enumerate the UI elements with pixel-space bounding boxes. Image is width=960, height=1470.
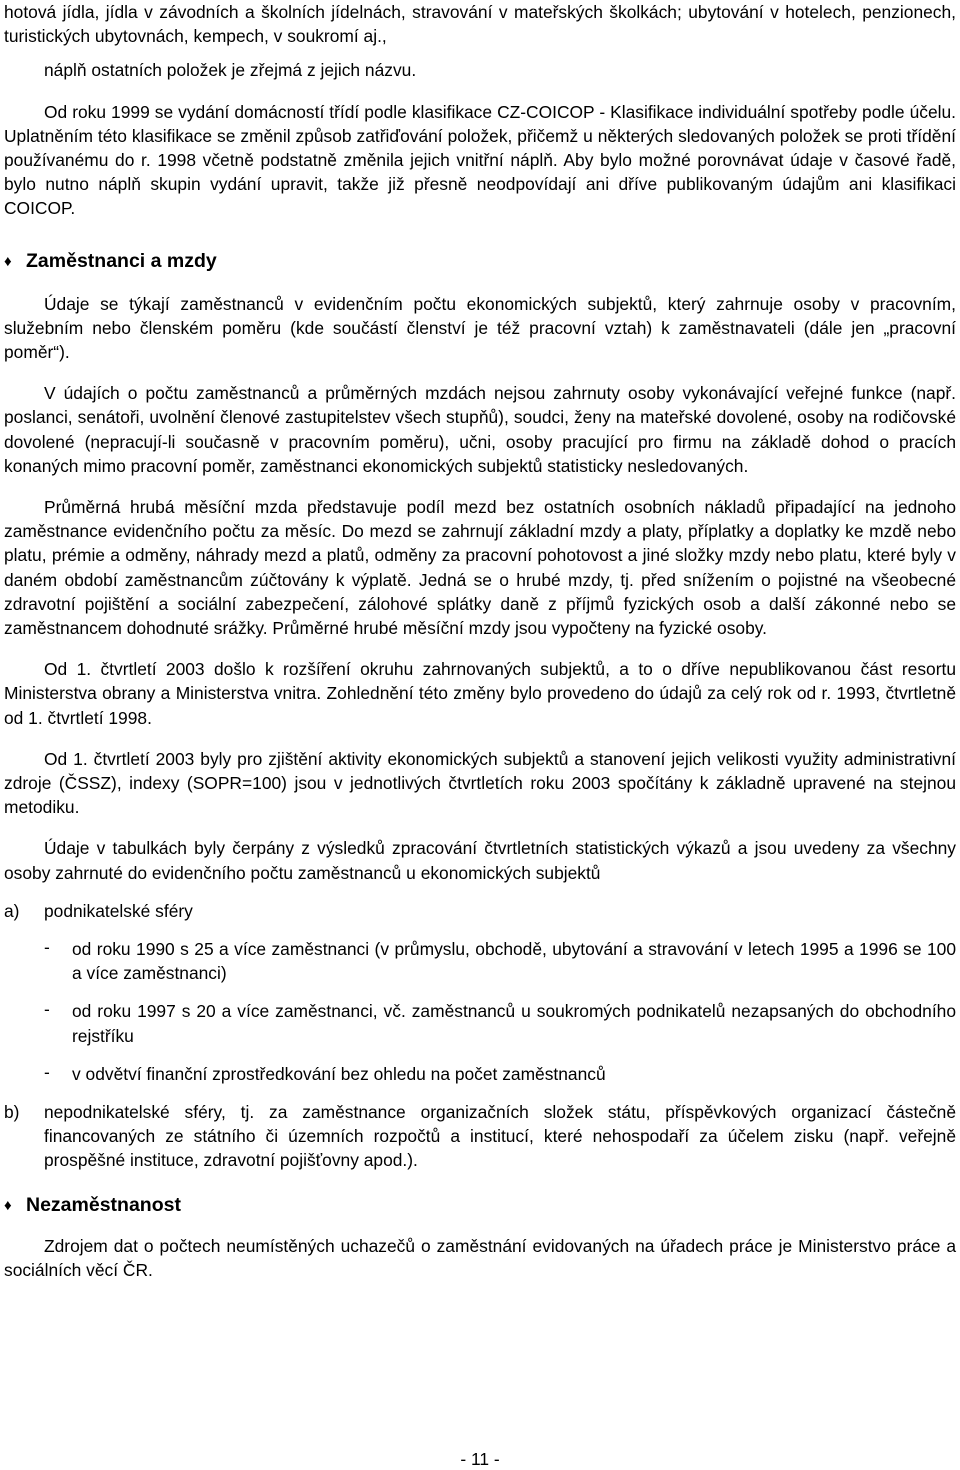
employees-paragraph-5: Od 1. čtvrtletí 2003 byly pro zjištění aktivity ekonomických subjektů a stanovení jejich velikosti využity administrativní zdroje (ČSSZ), indexy (SOPR=100) jsou v jednotlivých čtvrtletích roku 2003 spočítány k základně upravené na stejnou metodiku. (4, 748, 956, 818)
employees-paragraph-2: V údajích o počtu zaměstnanců a průměrných mzdách nejsou zahrnuty osoby vykonávající veřejné funkce (např. poslanci, senátoři, uvolnění členové zastupitelstev všech stupňů), soudci, ženy na mateřské dovolené, osoby na rodičovské dovolené (nepracují-li současně v pracovním poměru), učni, osoby pracující pro firmu na základě dohod o pracích konaných mimo pracovní poměr, zaměstnanci ekonomických subjektů statisticky nesledovaných. (4, 383, 956, 476)
list-label: podnikatelské sféry (44, 900, 193, 921)
page-number: - 11 - (460, 1449, 500, 1469)
dash-marker: - (44, 999, 50, 1020)
section-title: Zaměstnanci a mzdy (26, 250, 217, 273)
employees-paragraph-4: Od 1. čtvrtletí 2003 došlo k rozšíření okruhu zahrnovaných subjektů, a to o dříve nepublikovanou část resortu Ministerstva obrany a Ministerstva vnitra. Zohlednění této změny bylo provedeno do údajů za celý rok od r. 1993, čtvrtletně od 1. čtvrtletí 1998. (4, 659, 956, 728)
list-subitem (44, 999, 956, 1047)
unemployment-paragraph-1: Zdrojem dat o počtech neumístěných uchazečů o zaměstnání evidovaných na úřadech práce je Ministerstvo práce a sociálních věcí ČR. (4, 1235, 956, 1280)
list-subitem-text: od roku 1990 s 25 a více zaměstnanci (v průmyslu, obchodě, ubytování a stravování v letech 1995 a 1996 se 100 a více zaměstnanci) (72, 938, 956, 984)
document-page (4, 0, 956, 1282)
intro-paragraph-1: hotová jídla, jídla v závodních a školních jídelnách, stravování v mateřských školkách; ubytování v hotelech, penzionech, turistických ubytovnách, kempech, v soukromí aj., (4, 2, 956, 47)
dash-marker: - (44, 1061, 50, 1082)
list-marker: b) (4, 1101, 20, 1122)
diamond-bullet-icon: ♦ (4, 1197, 12, 1215)
employees-paragraph-3: Průměrná hrubá měsíční mzda představuje podíl mezd bez ostatních osobních nákladů připadající na jednoho zaměstnance evidenčního počtu za měsíc. Do mezd se zahrnují základní mzdy a platy, příplatky a doplatky ke mzdě nebo platu, prémie a odměny, náhrady mezd a platů, odměny za pracovní pohotovost a jiné složky mzdy nebo platu, které byly v daném období zaměstnancům zúčtovány k výplatě. Jedná se o hrubé mzdy, tj. před snížením o pojistné na všeobecné zdravotní pojištění a sociální zabezpečení, zálohové splátky daně z příjmů fyzických osob a další zákonné nebo se zaměstnancem dohodnuté srážky. Průměrné hrubé měsíční mzdy jsou vypočteny na fyzické osoby. (4, 497, 956, 639)
list-item-a (4, 899, 956, 923)
dash-marker: - (44, 936, 50, 957)
list-subitem-text: od roku 1997 s 20 a více zaměstnanci, vč. zaměstnanců u soukromých podnikatelů nezapsaných do obchodního rejstříku (72, 1001, 956, 1046)
list-item-b (4, 1100, 956, 1173)
section-heading-unemployment (4, 1193, 956, 1219)
list-subitem (44, 937, 956, 985)
list-subitem (44, 1062, 956, 1086)
list-item-b-text: nepodnikatelské sféry, tj. za zaměstnance organizačních složek státu, příspěvkových organizací částečně financovaných ze státního či územních rozpočtů a institucí, které nehospodaří za účelem zisku (např. veřejně prospěšné instituce, zdravotní pojišťovny apod.). (44, 1101, 956, 1171)
list-marker: a) (4, 900, 20, 921)
employees-paragraph-1: Údaje se týkají zaměstnanců v evidenčním počtu ekonomických subjektů, který zahrnuje osoby v pracovním, služebním nebo členském poměru (kde součástí členství je též pracovní vztah) k zaměstnavateli (dále jen „pracovní poměr“). (4, 293, 956, 363)
employees-paragraph-6: Údaje v tabulkách byly čerpány z výsledků zpracování čtvrtletních statistických výkazů a jsou uvedeny za všechny osoby zahrnuté do evidenčního počtu zaměstnanců u ekonomických subjektů (4, 838, 956, 883)
intro-paragraph-3: Od roku 1999 se vydání domácností třídí podle klasifikace CZ-COICOP - Klasifikace individuální spotřeby podle účelu. Uplatněním této klasifikace se změnil způsob zatřiďování položek, přičemž u některých sledovaných položek se proti třídění používanému do r. 1998 včetně podstatně změnila jejich vnitřní náplň. Aby bylo možné porovnávat údaje v časové řadě, bylo nutno náplň skupin vydání upravit, takže již přesně neodpovídají ani dříve publikovaným údajům ani klasifikaci COICOP. (4, 101, 956, 219)
section-heading-employees (4, 249, 956, 275)
intro-paragraph-2: náplň ostatních položek je zřejmá z jejich názvu. (44, 60, 417, 81)
list-subitem-text: v odvětví finanční zprostředkování bez ohledu na počet zaměstnanců (72, 1063, 606, 1084)
diamond-bullet-icon: ♦ (4, 253, 12, 271)
section-title: Nezaměstnanost (26, 1194, 181, 1217)
